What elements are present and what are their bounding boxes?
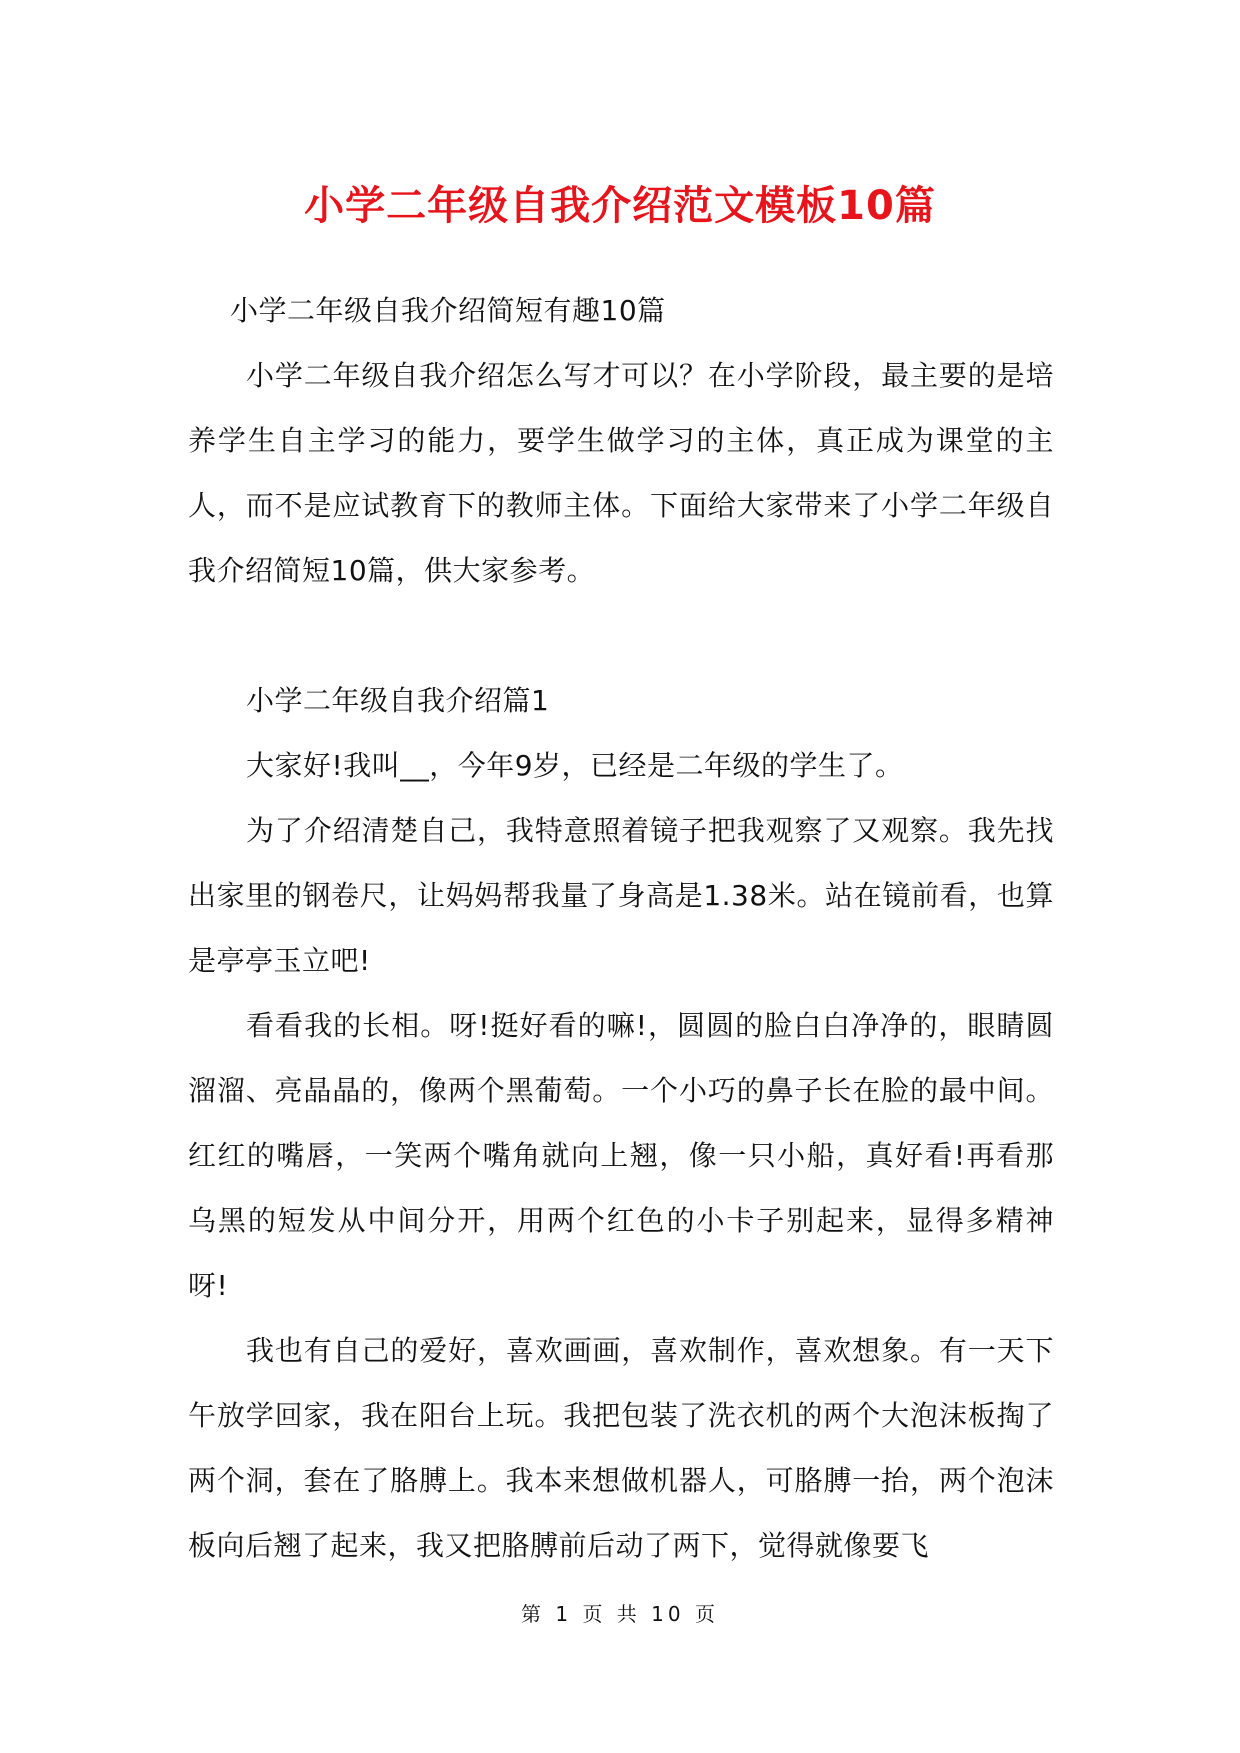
intro-paragraph: 小学二年级自我介绍怎么写才可以？在小学阶段，最主要的是培养学生自主学习的能力，要学生做学习的主体，真正成为课堂的主人，而不是应试教育下的教师主体。下面给大家带来了小学二年级自我介绍简短10篇，供大家参考。	[188, 359, 1054, 587]
section-heading: 小学二年级自我介绍篇1	[246, 684, 550, 717]
page-number-footer: 第 1 页 共 10 页	[521, 1602, 719, 1626]
body-paragraph: 我也有自己的爱好，喜欢画画，喜欢制作，喜欢想象。有一天下午放学回家，我在阳台上玩。我把包装了洗衣机的两个大泡沫板掏了两个洞，套在了胳膊上。我本来想做机器人，可胳膊一抬，两个泡沫板向后翘了起来，我又把胳膊前后动了两下，觉得就像要飞	[188, 1334, 1054, 1562]
body-paragraph: 为了介绍清楚自己，我特意照着镜子把我观察了又观察。我先找出家里的钢卷尺，让妈妈帮我量了身高是1.38米。站在镜前看，也算是亭亭玉立吧!	[188, 814, 1054, 977]
body-paragraph: 大家好!我叫__，今年9岁，已经是二年级的学生了。	[246, 749, 904, 782]
document-subtitle: 小学二年级自我介绍简短有趣10篇	[230, 294, 666, 327]
section-spacer	[188, 603, 1054, 668]
body-paragraph: 看看我的长相。呀!挺好看的嘛!，圆圆的脸白白净净的，眼睛圆溜溜、亮晶晶的，像两个黑葡萄。一个小巧的鼻子长在脸的最中间。红红的嘴唇，一笑两个嘴角就向上翘，像一只小船，真好看!再看那乌黑的短发从中间分开，用两个红色的小卡子别起来，显得多精神呀!	[188, 1009, 1054, 1302]
document-body	[188, 278, 1054, 1578]
document-title: 小学二年级自我介绍范文模板10篇	[304, 183, 936, 229]
